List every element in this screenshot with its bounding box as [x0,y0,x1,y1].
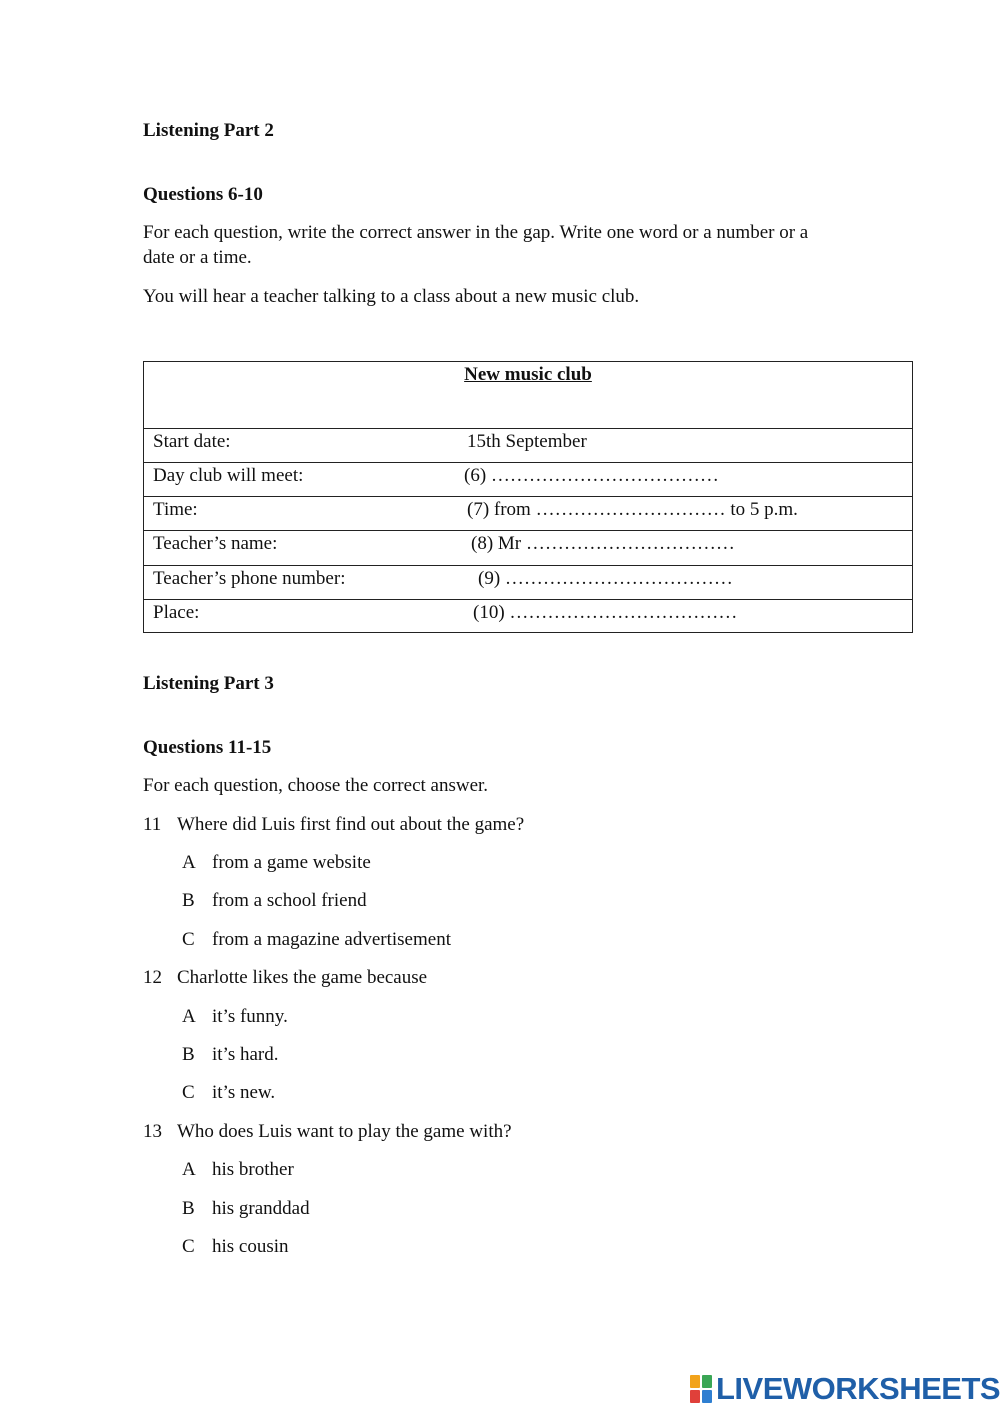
option-12b[interactable] [182,1044,279,1066]
part2-instruction-line2: date or a time. [143,247,252,268]
part2-questions-heading: Questions 6-10 [143,184,263,205]
answer-gap-6[interactable]: (6) ……………………………… [464,465,719,486]
liveworksheets-logo[interactable] [690,1372,1000,1406]
option-letter: A [182,852,196,873]
logo-text: LIVEWORKSHEETS [716,1371,1000,1406]
question-number: 12 [143,967,162,988]
row-label: Day club will meet: [153,465,304,486]
option-text: from a magazine advertisement [212,929,451,950]
answer-gap-10[interactable]: (10) ……………………………… [473,602,738,623]
option-letter: B [182,890,195,911]
option-13c[interactable] [182,1236,289,1258]
row-label: Time: [153,499,198,520]
option-text: it’s new. [212,1082,276,1103]
option-11b[interactable] [182,890,367,912]
logo-square [690,1375,700,1388]
option-text: it’s funny. [212,1006,288,1027]
logo-square [702,1390,712,1403]
part3-instruction: For each question, choose the correct answer. [143,775,489,796]
part2-instruction-line1: For each question, write the correct answer in the gap. Write one word or a number or a [143,222,809,243]
question-number: 13 [143,1121,162,1142]
option-text: it’s hard. [212,1044,279,1065]
option-letter: C [182,1082,195,1103]
question-12 [143,967,427,989]
part3-heading: Listening Part 3 [143,673,274,694]
option-letter: A [182,1006,196,1027]
option-11a[interactable] [182,852,371,874]
music-club-table [143,361,913,633]
row-label: Start date: [153,431,231,452]
part3-questions-heading: Questions 11-15 [143,737,272,758]
option-letter: A [182,1159,196,1180]
question-text: Where did Luis first find out about the game? [177,814,525,835]
logo-square [702,1375,712,1388]
logo-square [690,1390,700,1403]
question-13 [143,1121,512,1143]
answer-gap-7[interactable]: (7) from ………………………… to 5 p.m. [467,499,798,520]
table-row [144,428,912,462]
option-text: from a game website [212,852,371,873]
table-row [144,496,912,530]
question-text: Charlotte likes the game because [177,967,428,988]
option-12c[interactable] [182,1082,275,1104]
option-letter: B [182,1198,195,1219]
option-text: his cousin [212,1236,289,1257]
table-row [144,599,912,632]
option-text: his brother [212,1159,294,1180]
question-11 [143,814,524,836]
table-row [144,565,912,599]
option-12a[interactable] [182,1006,288,1028]
option-letter: B [182,1044,195,1065]
part2-context: You will hear a teacher talking to a class about a new music club. [143,286,640,307]
liveworksheets-logo-icon [690,1375,712,1403]
answer-gap-9[interactable]: (9) ……………………………… [478,568,733,589]
option-letter: C [182,1236,195,1257]
table-row [144,530,912,565]
question-text: Who does Luis want to play the game with? [177,1121,512,1142]
option-text: from a school friend [212,890,367,911]
row-value: 15th September [467,431,587,452]
option-text: his granddad [212,1198,310,1219]
table-row [144,462,912,496]
row-label: Place: [153,602,200,623]
option-11c[interactable] [182,929,451,951]
option-letter: C [182,929,195,950]
question-number: 11 [143,814,162,835]
part2-heading: Listening Part 2 [143,120,274,141]
row-label: Teacher’s phone number: [153,568,346,589]
option-13a[interactable] [182,1159,294,1181]
row-label: Teacher’s name: [153,533,278,554]
table-title: New music club [464,364,592,385]
answer-gap-8[interactable]: (8) Mr …………………………… [471,533,735,554]
option-13b[interactable] [182,1198,310,1220]
